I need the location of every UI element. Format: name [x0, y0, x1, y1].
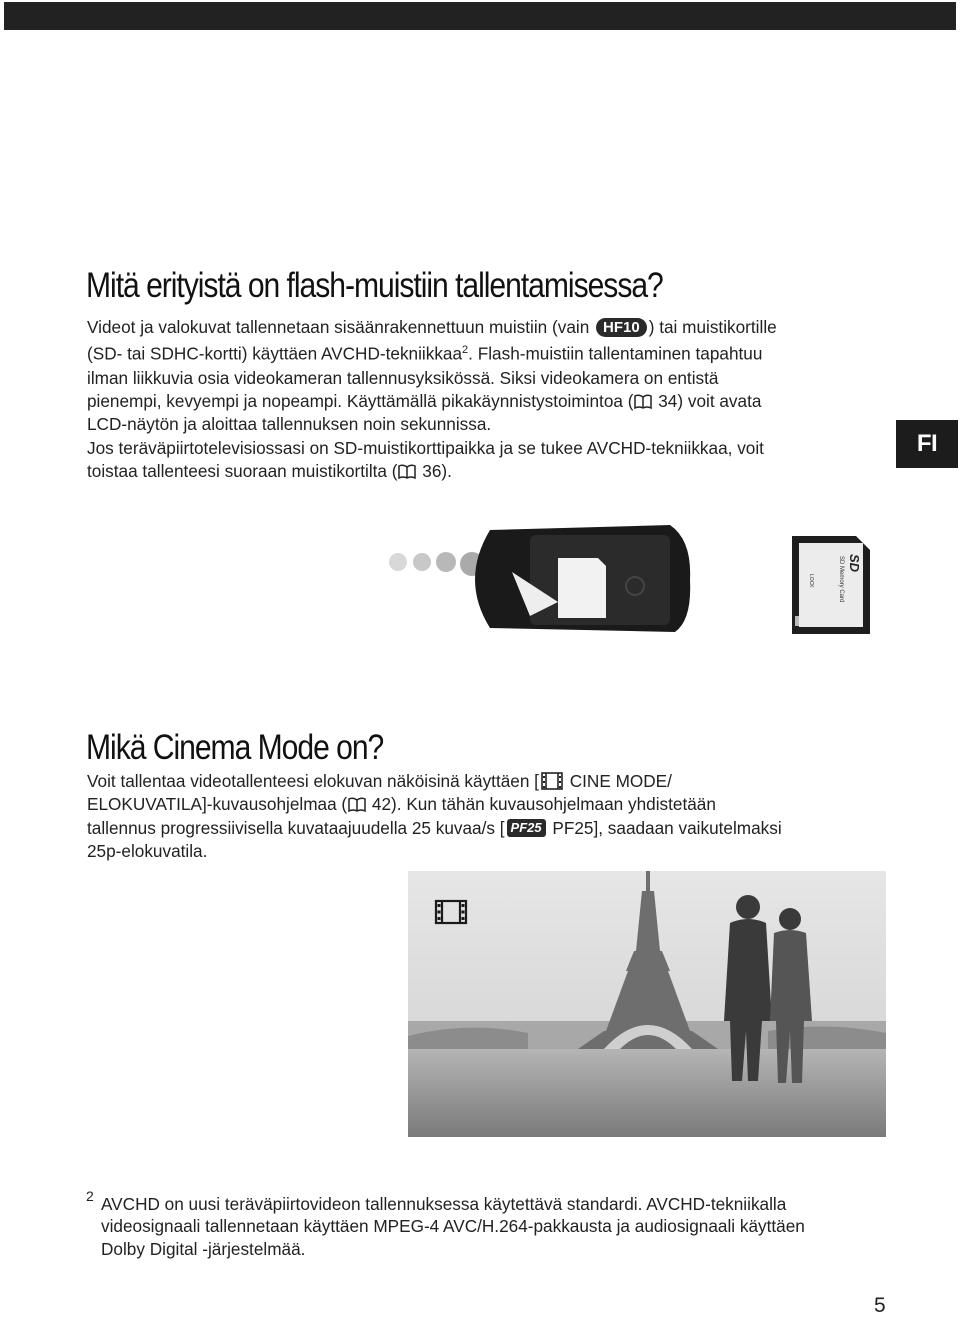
footnote [101, 1193, 891, 1260]
cinema-line-4: 25p-elokuvatila. [87, 841, 208, 862]
cinema-line-2: ELOKUVATILA]-kuvausohjelmaa ( 42). Kun tähän kuvausohjelmaan yhdistetään [87, 794, 716, 815]
flash-line-5: LCD-näytön ja aloittaa tallennuksen noin sekunnissa. [87, 414, 492, 435]
cinema-paragraph [87, 770, 887, 864]
language-tab: FI [896, 420, 958, 468]
flash-line-3: ilman liikkuvia osia videokameran tallennusyksikössä. Siksi videokamera on entistä [87, 367, 719, 388]
section-heading-flash: Mitä erityistä on flash-muistiin tallentamisessa? [86, 266, 663, 305]
section-heading-cinema: Mikä Cinema Mode on? [86, 728, 384, 767]
flash-line-4: pienempi, kevyempi ja nopeampi. Käyttämällä pikakäynnistystoimintoa ( 34) voit avata [87, 390, 762, 411]
flash-line-2: (SD- tai SDHC-kortti) käyttäen AVCHD-tekniikkaa$^2$. Flash-muistiin tallentaminen tapahtuu [87, 344, 763, 365]
pf25-badge: PF25 [507, 819, 546, 837]
top-header-bar [4, 2, 956, 30]
footnote-line: AVCHD on uusi teräväpiirtovideon tallennuksessa käytettävä standardi. AVCHD-tekniikalla [101, 1194, 787, 1214]
hf10-badge: HF10 [596, 318, 647, 337]
sd-logo: SD [847, 554, 862, 573]
camcorder-illustration [380, 520, 700, 640]
motion-dot [389, 553, 407, 571]
sd-label: SD Memory Card [838, 556, 844, 603]
film-icon [541, 772, 563, 790]
flash-line-7: toistaa tallenteesi suoraan muistikortilta ( 36). [87, 461, 452, 482]
footnote-line: videosignaali tallennetaan käyttäen MPEG-4 AVC/H.264-pakkausta ja audiosignaali käyttäen [101, 1216, 805, 1237]
eiffel-tower-photo [408, 871, 886, 1137]
card-slot-card [558, 558, 606, 618]
flash-paragraph [87, 316, 887, 484]
sd-card-illustration [790, 534, 872, 636]
footnote-line: Dolby Digital -järjestelmää. [101, 1238, 306, 1259]
footnote-ref: 2 [462, 344, 469, 357]
book-reference-icon [348, 797, 366, 813]
cinema-line-3: tallennus progressiivisella kuvataajuudella 25 kuvaa/s [ PF25 PF25], saadaan vaikutelmaksi [87, 817, 782, 838]
flash-line-1: Videot ja valokuvat tallennetaan sisäänrakennettuun muistiin (vain HF10 ) tai muistikortille [87, 317, 777, 337]
page-number: 5 [874, 1294, 886, 1317]
footnote-mark: 2 [86, 1188, 94, 1204]
sd-lock: LOCK [808, 574, 814, 588]
motion-dot [413, 553, 431, 571]
flash-line-6: Jos teräväpiirtotelevisiossasi on SD-muistikorttipaikka ja se tukee AVCHD-tekniikkaa, voit [87, 437, 764, 458]
cinema-line-1: Voit tallentaa videotallenteesi elokuvan näköisinä käyttäen [ CINE MODE/ [87, 771, 672, 791]
book-reference-icon [634, 394, 652, 410]
book-reference-icon [398, 464, 416, 480]
motion-dot [436, 552, 456, 572]
